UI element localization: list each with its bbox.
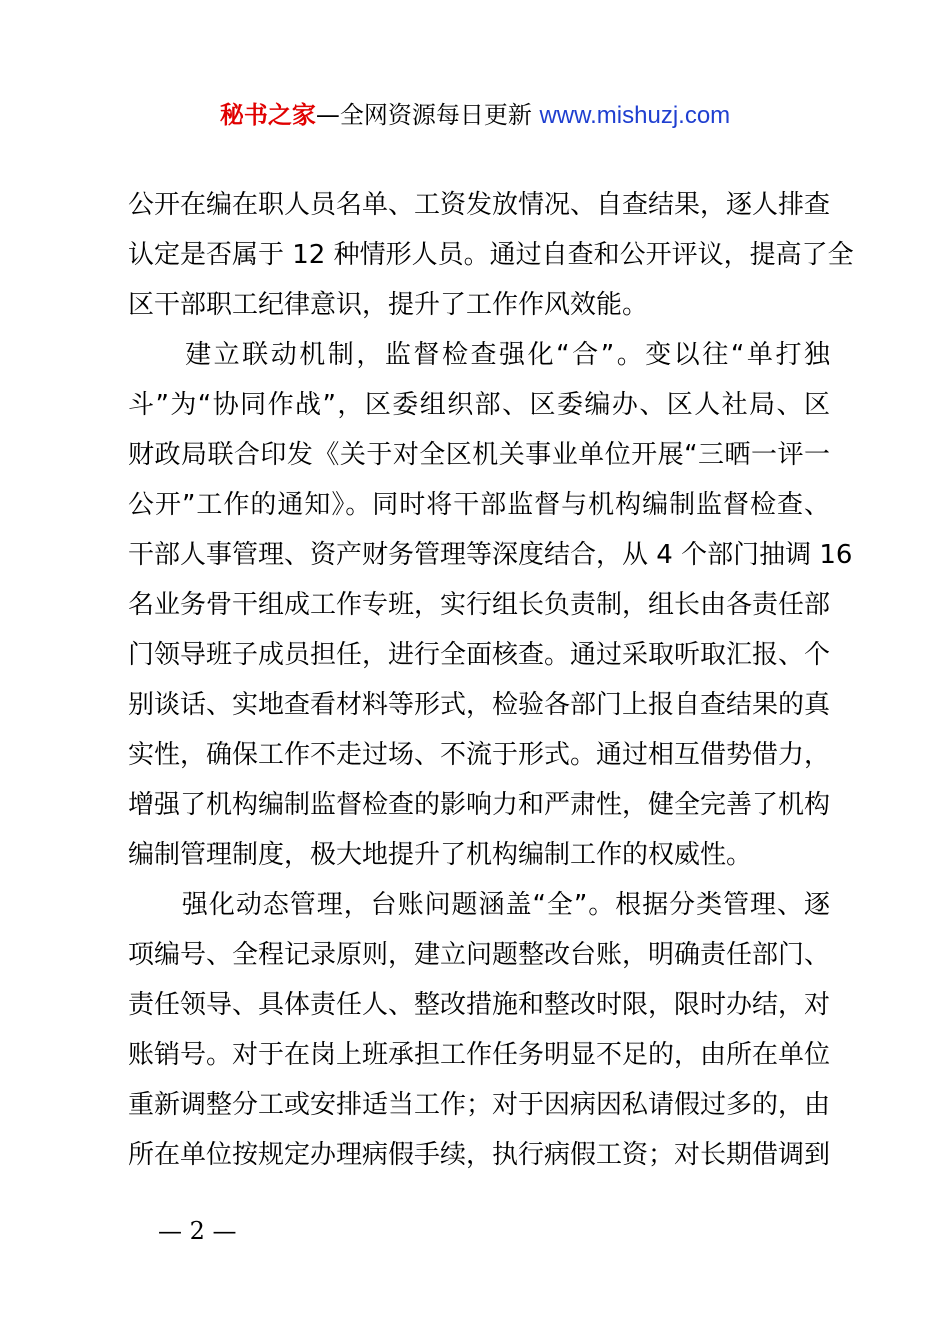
text-line: 名业务骨干组成工作专班，实行组长负责制，组长由各责任部 (128, 590, 831, 620)
text-line: 公开在编在职人员名单、工资发放情况、自查结果，逐人排查 (128, 190, 831, 220)
header-tagline: —全网资源每日更新 (315, 101, 532, 129)
text-line: 门领导班子成员担任，进行全面核查。通过采取听取汇报、个 (128, 640, 831, 670)
text-line: 项编号、全程记录原则，建立问题整改台账，明确责任部门、 (128, 940, 831, 970)
text-line: 责任领导、具体责任人、整改措施和整改时限，限时办结，对 (128, 990, 831, 1020)
text-line: 建立联动机制，监督检查强化“合”。变以往“单打独 (128, 340, 830, 370)
text-line: 斗”为“协同作战”，区委组织部、区委编办、区人社局、区 (128, 390, 830, 420)
text-line: 增强了机构编制监督检查的影响力和严肃性，健全完善了机构 (128, 790, 831, 820)
text-line: 区干部职工纪律意识，提升了工作作风效能。 (128, 290, 649, 320)
brand-name: 秘书之家 (219, 101, 316, 129)
text-line: 干部人事管理、资产财务管理等深度结合，从 4 个部门抽调 16 (128, 540, 853, 570)
text-line: 编制管理制度，极大地提升了机构编制工作的权威性。 (128, 840, 753, 870)
text-line: 认定是否属于 12 种情形人员。通过自查和公开评议，提高了全 (128, 240, 854, 270)
text-line: 强化动态管理，台账问题涵盖“全”。根据分类管理、逐 (128, 890, 830, 920)
site-header (0, 98, 950, 133)
text-line: 公开”工作的通知》。同时将干部监督与机构编制监督检查、 (128, 490, 830, 520)
text-line: 实性，确保工作不走过场、不流于形式。通过相互借势借力， (128, 740, 831, 770)
site-url[interactable]: www.mishuzj.com (539, 102, 731, 129)
page-number: — 2 — (158, 1217, 237, 1245)
text-line: 重新调整分工或安排适当工作；对于因病因私请假过多的，由 (128, 1090, 831, 1120)
text-line: 别谈话、实地查看材料等形式，检验各部门上报自查结果的真 (128, 690, 831, 720)
text-line: 所在单位按规定办理病假手续，执行病假工资；对长期借调到 (128, 1140, 831, 1170)
text-line: 账销号。对于在岗上班承担工作任务明显不足的，由所在单位 (128, 1040, 831, 1070)
text-line: 财政局联合印发《关于对全区机关事业单位开展“三晒一评一 (128, 440, 830, 470)
